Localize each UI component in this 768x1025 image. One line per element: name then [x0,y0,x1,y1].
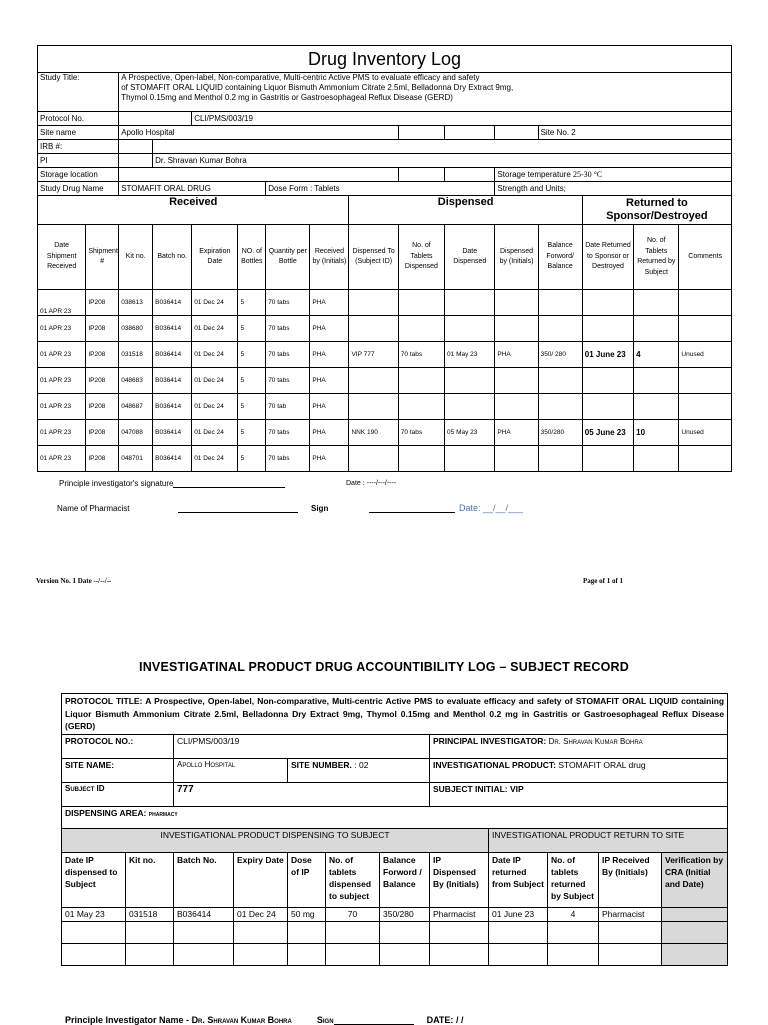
log-cell[interactable]: B036414 [153,290,192,316]
log-cell[interactable]: 047088 [119,420,153,446]
log-cell[interactable]: PHA [495,342,538,368]
log-cell[interactable]: IP208 [86,420,119,446]
record-empty-cell[interactable] [430,944,489,966]
log-cell[interactable] [538,394,582,420]
log-cell[interactable] [445,394,495,420]
dispensing-area-label: DISPENSING AREA: [65,808,147,818]
log-cell[interactable]: 70 tab [266,394,310,420]
log-cell[interactable]: IP208 [86,342,119,368]
log-cell[interactable] [679,316,732,342]
record-column-header: No. of tablets returned by Subject [548,853,599,908]
page-text: Page of 1 of 1 [583,577,624,585]
log-cell[interactable]: B036414 [153,446,192,472]
record-column-header: Balance Forword / Balance [380,853,430,908]
section-return: INVESTIGATIONAL PRODUCT RETURN TO SITE [489,829,728,853]
log-cell[interactable]: 01 APR 23 [38,420,86,446]
log-cell[interactable] [634,446,679,472]
record-empty-cell[interactable] [548,922,599,944]
log-cell[interactable]: 5 [238,290,266,316]
record-cell[interactable]: 50 mg [288,908,326,922]
record-cell[interactable]: 01 Dec 24 [234,908,288,922]
site-name-label: Site name [38,126,119,140]
log-cell[interactable] [582,368,633,394]
log-cell[interactable] [398,368,444,394]
log-cell[interactable] [445,316,495,342]
date2-label: Date: __/__/___ [459,503,524,513]
group-dispensed: Dispensed [349,196,582,225]
log-cell[interactable] [679,394,732,420]
ip-cell [430,759,728,783]
log-cell[interactable]: PHA [310,342,349,368]
record-empty-cell[interactable] [548,944,599,966]
record-empty-row [62,922,728,944]
date-value: ----/---/---- [366,480,397,487]
log-cell[interactable]: 01 APR 23 [38,342,86,368]
record-empty-cell[interactable] [62,922,126,944]
record-empty-cell[interactable] [326,922,380,944]
record-column-header: IP Received By (Initials) [599,853,662,908]
log-cell[interactable]: IP208 [86,316,119,342]
log-cell[interactable] [679,368,732,394]
log-cell[interactable]: B036414 [153,420,192,446]
date-label: Date : [346,480,365,487]
dose-form: Dose Form : Tablets [266,182,495,196]
record-empty-cell[interactable] [662,944,728,966]
log-cell[interactable]: 038680 [119,316,153,342]
log-cell[interactable]: 05 June 23 [582,420,633,446]
site-number-label: SITE NUMBER. [291,760,352,770]
record-cell[interactable] [662,908,728,922]
dispensing-area-value: pharmacy [148,811,178,818]
log-cell[interactable] [538,446,582,472]
protocol-title: PROTOCOL TITLE: A Prospective, Open-label, Non-comparative, Multi-centric Active PMS to evaluate efficacy and safety of STOMAFIT ORAL LIQUID containing Liquor Bismuth Ammonium Citrate 2.5ml, Belladonna Dry Extract 9mg, Thymol 0.15mg and Menthol 0.2 mg in Gastritis or Gastroesophageal Reflux Disease (GERD) [62,694,728,735]
pi-label: PI [38,154,119,168]
log-cell[interactable]: 048687 [119,394,153,420]
storage-temperature-value: 25-30 °C [573,170,603,179]
log-column-header: Dispensed by (Initials) [495,225,538,290]
log-column-header: Received by (Initials) [310,225,349,290]
footer-date-value: / / [455,1015,464,1025]
subject-id-value: 777 [174,783,430,807]
record-column-header: Expiry Date [234,853,288,908]
log-cell[interactable] [445,446,495,472]
log-cell[interactable]: B036414 [153,394,192,420]
record-cell[interactable]: 350/280 [380,908,430,922]
log-cell[interactable]: PHA [310,446,349,472]
log-cell[interactable] [349,446,398,472]
log-cell[interactable] [495,446,538,472]
log-cell[interactable] [538,368,582,394]
log-table-row [38,446,732,472]
log-column-header: Comments [679,225,732,290]
log-cell[interactable]: PHA [495,420,538,446]
subject-initial-cell [430,783,728,807]
record-cell[interactable]: 01 May 23 [62,908,126,922]
log-cell[interactable]: 70 tabs [266,420,310,446]
log-cell[interactable]: 350/280 [538,420,582,446]
log-cell[interactable] [679,290,732,316]
log-column-header: No. of Tablets Dispensed [398,225,444,290]
log-cell[interactable]: VIP 777 [349,342,398,368]
log-cell[interactable]: 05 May 23 [445,420,495,446]
log-cell[interactable]: 01 Dec 24 [192,394,238,420]
log-column-header: Date Returned to Sponsor or Destroyed [582,225,633,290]
record-empty-cell[interactable] [126,944,174,966]
version-text: Version No. 1 Date --/--/-- [36,577,112,585]
log-cell[interactable] [582,394,633,420]
group-received: Received [38,196,349,225]
log-cell[interactable]: 70 tabs [266,342,310,368]
record-empty-cell[interactable] [599,922,662,944]
pi-signature-label: Principle investigator's signature [59,479,174,488]
log-cell[interactable]: PHA [310,368,349,394]
record-pi-value: Dr. Shravan Kumar Bohra [548,737,643,746]
study-title-line-3: Thymol 0.15mg and Menthol 0.2 mg in Gastritis or Gastroesophageal Reflux Disease (GERD) [121,93,453,102]
log-column-header: Date Dispensed [445,225,495,290]
record-empty-cell[interactable] [662,922,728,944]
log-cell[interactable]: 10 [634,420,679,446]
site-name-value: Apollo Hospital [119,126,399,140]
log-table-row [38,316,732,342]
log-column-header: Dispensed To (Subject ID) [349,225,398,290]
record-column-header: Batch No. [174,853,234,908]
section-dispense: INVESTIGATIONAL PRODUCT DISPENSING TO SUBJECT [62,829,489,853]
record-empty-cell[interactable] [174,944,234,966]
record-column-header: Date IP returned from Subject [489,853,548,908]
pharmacist-label: Name of Pharmacist [57,504,130,513]
pi-signature-field[interactable] [173,487,285,488]
sign-label: Sign [311,504,329,513]
storage-temperature [495,168,732,182]
log-cell[interactable]: 01 May 23 [445,342,495,368]
protocol-no-value: CLI/PMS/003/19 [174,735,430,759]
log-cell[interactable] [634,316,679,342]
log-cell[interactable]: PHA [310,420,349,446]
record-empty-cell[interactable] [489,944,548,966]
log-cell[interactable] [445,290,495,316]
log-cell[interactable] [538,316,582,342]
log-cell[interactable]: 5 [238,342,266,368]
log-column-header: Kit no. [119,225,153,290]
log-cell[interactable]: 01 APR 23 [38,290,86,316]
log-cell[interactable]: NNK 190 [349,420,398,446]
log-column-header: Balance Forword/ Balance [538,225,582,290]
log-cell[interactable]: 01 APR 23 [38,316,86,342]
drug-name-label: Study Drug Name [38,182,119,196]
log-cell[interactable] [398,290,444,316]
subject-initial-label: SUBJECT INITIAL: [433,784,508,794]
storage-location-label: Storage location [38,168,119,182]
ip-label: INVESTIGATIONAL PRODUCT: [433,760,556,770]
record-empty-cell[interactable] [126,922,174,944]
log-cell[interactable] [349,368,398,394]
pi-signature-date [346,480,396,487]
log-cell[interactable]: 031518 [119,342,153,368]
study-title-line-2: of STOMAFIT ORAL LIQUID containing Liquor Bismuth Ammonium Citrate 2.5ml, Belladonna Dry Extract 9mg, [121,83,514,92]
log-cell[interactable]: IP208 [86,394,119,420]
log-table-row [38,290,732,316]
log-cell[interactable] [445,368,495,394]
log-cell[interactable] [634,290,679,316]
ip-value: STOMAFIT ORAL drug [558,760,646,770]
log-cell[interactable]: 048683 [119,368,153,394]
log-cell[interactable]: 5 [238,420,266,446]
log-cell[interactable]: 70 tabs [266,316,310,342]
record-cell[interactable]: Pharmacist [430,908,489,922]
pi-cell [430,735,728,759]
log-cell[interactable]: 01 APR 23 [38,394,86,420]
log-cell[interactable] [582,316,633,342]
record-title: INVESTIGATINAL PRODUCT DRUG ACCOUNTIBILITY LOG – SUBJECT RECORD [139,660,629,674]
log-cell[interactable] [538,290,582,316]
subject-initial-value: VIP [510,784,524,794]
log-cell[interactable]: PHA [310,290,349,316]
footer-pi-value: Dr. Shravan Kumar Bohra [191,1015,292,1025]
record-empty-cell[interactable] [234,922,288,944]
log-cell[interactable]: IP208 [86,368,119,394]
record-empty-cell[interactable] [599,944,662,966]
log-table-row [38,342,732,368]
record-empty-cell[interactable] [62,944,126,966]
log-cell[interactable]: 038613 [119,290,153,316]
site-no: Site No. 2 [538,126,731,140]
log-cell[interactable] [582,290,633,316]
record-empty-cell[interactable] [430,922,489,944]
log-cell[interactable]: B036414 [153,342,192,368]
log-cell[interactable] [495,394,538,420]
log-cell[interactable] [398,446,444,472]
log-cell[interactable]: 4 [634,342,679,368]
study-title-label: Study Title: [38,73,119,112]
record-empty-cell[interactable] [288,922,326,944]
strength-units: Strength and Units; [495,182,732,196]
subject-id-label: Subject ID [62,783,174,807]
log-cell[interactable]: 01 Dec 24 [192,342,238,368]
record-empty-cell[interactable] [288,944,326,966]
log-cell[interactable]: 01 Dec 24 [192,446,238,472]
log-cell[interactable]: 01 Dec 24 [192,368,238,394]
log-cell[interactable] [495,316,538,342]
log-cell[interactable] [349,290,398,316]
subject-record-table [61,693,728,966]
log-cell[interactable]: 01 Dec 24 [192,290,238,316]
record-empty-cell[interactable] [174,922,234,944]
log-cell[interactable]: 01 Dec 24 [192,420,238,446]
record-cell[interactable]: 4 [548,908,599,922]
pharmacist-name-field[interactable] [178,502,298,513]
protocol-label: Protocol No. [38,112,119,126]
site-name-value-2: Apollo Hospital [174,759,288,783]
log-table-row [38,420,732,446]
record-column-header: Kit no. [126,853,174,908]
pharmacist-sign-field[interactable] [369,502,455,513]
log-cell[interactable]: 5 [238,368,266,394]
log-cell[interactable]: Unused [679,420,732,446]
pi-value: Dr. Shravan Kumar Bohra [153,154,732,168]
log-cell[interactable] [634,368,679,394]
log-cell[interactable]: 350/ 280 [538,342,582,368]
record-cell[interactable]: Pharmacist [599,908,662,922]
site-name-label-2: SITE NAME: [62,759,174,783]
footer-pi-label: Principle Investigator Name - [65,1015,190,1025]
log-column-header: No. of Tablets Returned by Subject [634,225,679,290]
log-cell[interactable]: B036414 [153,368,192,394]
log-cell[interactable]: 70 tabs [266,446,310,472]
record-empty-cell[interactable] [489,922,548,944]
record-empty-cell[interactable] [380,944,430,966]
record-empty-cell[interactable] [380,922,430,944]
log-cell[interactable]: 048701 [119,446,153,472]
site-number-cell [288,759,430,783]
log-cell[interactable] [495,368,538,394]
site-number-value: : 02 [354,760,369,770]
log-cell[interactable] [349,316,398,342]
log-cell[interactable] [398,394,444,420]
pharmacist-date [459,503,523,513]
log-title: Drug Inventory Log [38,46,732,73]
log-cell[interactable]: 01 APR 23 [38,446,86,472]
record-column-header: Dose of IP [288,853,326,908]
footer-date-label: DATE: [426,1015,454,1025]
record-pi-label: PRINCIPAL INVESTIGATOR: [433,736,547,746]
log-cell[interactable] [495,290,538,316]
study-title-line-1: A Prospective, Open-label, Non-comparative, Multi-centric Active PMS to evaluate efficacy and safety [121,73,480,82]
pi-signature-line [59,479,285,488]
log-column-header: Date Shipment Received [38,225,86,290]
log-cell[interactable]: PHA [310,394,349,420]
log-column-header: Quantity per Bottle [266,225,310,290]
log-cell[interactable] [679,446,732,472]
study-title-value [119,73,732,112]
log-cell[interactable]: IP208 [86,446,119,472]
record-cell[interactable]: 031518 [126,908,174,922]
pharmacist-line [57,504,129,513]
log-cell[interactable]: 70 tabs [266,290,310,316]
record-column-header: Verification by CRA (Initial and Date) [662,853,728,908]
log-cell[interactable]: Unused [679,342,732,368]
protocol-no-label: PROTOCOL NO.: [62,735,174,759]
dispensing-area-cell [62,807,728,829]
log-cell[interactable]: PHA [310,316,349,342]
protocol-value: CLI/PMS/003/19 [192,112,732,126]
log-table-row [38,368,732,394]
log-cell[interactable]: 70 tabs [398,342,444,368]
log-cell[interactable] [349,394,398,420]
log-cell[interactable]: 01 APR 23 [38,368,86,394]
log-cell[interactable] [582,446,633,472]
drug-inventory-log-table [37,45,732,472]
record-empty-row [62,944,728,966]
record-column-header: No. of tablets dispensed to subject [326,853,380,908]
record-empty-cell[interactable] [326,944,380,966]
record-column-header: IP Dispensed By (Initials) [430,853,489,908]
log-column-header: Shipment # [86,225,119,290]
log-column-header: Batch no. [153,225,192,290]
log-table-row [38,394,732,420]
record-cell[interactable]: 70 [326,908,380,922]
log-cell[interactable]: 70 tabs [266,368,310,394]
log-column-header: Expiration Date [192,225,238,290]
log-cell[interactable]: 01 Dec 24 [192,316,238,342]
log-cell[interactable]: 5 [238,394,266,420]
pharmacist-sign [311,504,328,513]
record-cell[interactable]: 01 June 23 [489,908,548,922]
log-cell[interactable] [398,316,444,342]
log-cell[interactable]: 5 [238,446,266,472]
storage-temperature-label: Storage temperature [497,170,571,179]
log-cell[interactable]: 01 June 23 [582,342,633,368]
log-cell[interactable] [634,394,679,420]
record-empty-cell[interactable] [234,944,288,966]
log-cell[interactable]: IP208 [86,290,119,316]
log-cell[interactable]: 5 [238,316,266,342]
record-column-header: Date IP dispensed to Subject [62,853,126,908]
record-cell[interactable]: B036414 [174,908,234,922]
log-column-header: NO. of Bottles [238,225,266,290]
log-cell[interactable]: B036414 [153,316,192,342]
group-returned: Returned to Sponsor/Destroyed [582,196,731,225]
log-cell[interactable]: 70 tabs [398,420,444,446]
irb-label: IRB #: [38,140,119,154]
drug-name-value: STOMAFIT ORAL DRUG [119,182,266,196]
footer-sign-label: Sign [316,1015,334,1025]
